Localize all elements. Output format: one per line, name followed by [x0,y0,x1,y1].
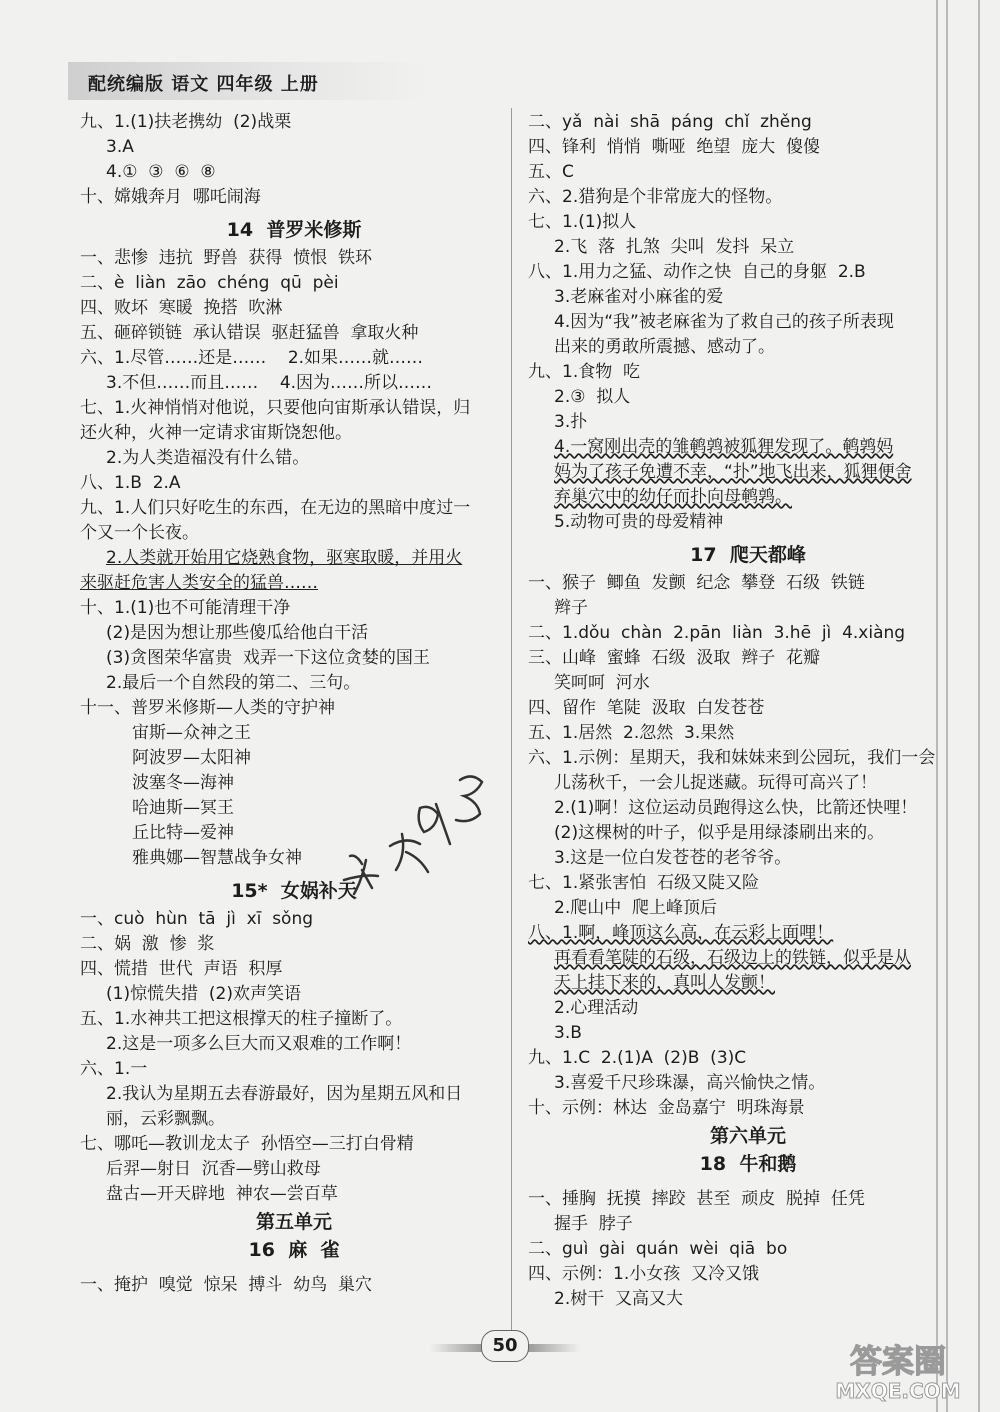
right-answer-line: 出来的勇敢所震撼、感动了。 [554,337,775,357]
right-answer-line: 六、2.猎狗是个非常庞大的怪物。 [528,187,783,207]
right-answer-line: 5.动物可贵的母爱精神 [554,512,724,532]
right-answer-line: 四、示例：1.小女孩 又冷又饿 [528,1264,760,1284]
left-answer-line: 九、1.人们只好吃生的东西，在无边的黑暗中度过一 [80,498,471,518]
left-answer-line: 五、1.水神共工把这根撑天的柱子撞断了。 [80,1009,403,1029]
left-answer-line: 五、砸碎锁链 承认错误 驱赶猛兽 拿取火种 [80,323,419,343]
right-answer-line: 2.飞 落 扎煞 尖叫 发抖 呆立 [554,237,795,257]
left-answer-line: 七、哪吒—教训龙太子 孙悟空—三打白骨精 [80,1134,414,1154]
left-answer-line: 2.我认为星期五去春游最好，因为星期五风和日 [106,1084,463,1104]
left-column [80,110,508,1298]
left-answer-line: 丽，云彩飘飘。 [106,1109,225,1129]
left-answer-line: 还火种，火神一定请求宙斯饶恕他。 [80,423,352,443]
left-answer-line: 3.A [106,137,134,157]
right-answer-line: 2.③ 拟人 [554,387,631,407]
left-answer-line: (3)贪图荣华富贵 戏弄一下这位贪婪的国王 [106,648,430,668]
left-answer-line: 2.最后一个自然段的第二、三句。 [106,673,361,693]
right-column [528,110,968,1312]
left-answer-line: 十、1.(1)也不可能清理干净 [80,598,291,618]
right-answer-line: 九、1.食物 吃 [528,362,641,382]
left-answer-line: 2.为人类造福没有什么错。 [106,448,310,468]
right-answer-line: 4.一窝刚出壳的雏鹌鹑被狐狸发现了。鹌鹑妈 [554,437,894,457]
left-answer-line: (2)是因为想让那些傻瓜给他白干活 [106,623,369,643]
right-answer-line: 17 爬天都峰 [690,544,806,566]
right-answer-line: 弃巢穴中的幼仔而扑向母鹌鹑。 [554,487,792,507]
left-answer-line: 14 普罗米修斯 [226,219,362,241]
right-answer-line: 握手 脖子 [554,1214,633,1234]
right-answer-line: 八、1.啊，峰顶这么高，在云彩上面哩！ [528,923,834,943]
right-answer-line: 3.老麻雀对小麻雀的爱 [554,287,724,307]
left-answer-line: 十、嫦娥奔月 哪吒闹海 [80,187,261,207]
header-banner [68,62,428,100]
page-edge-line [978,0,980,1412]
left-answer-line: 八、1.B 2.A [80,473,181,493]
right-answer-line: 一、捶胸 抚摸 摔跤 甚至 顽皮 脱掉 任凭 [528,1189,865,1209]
left-answer-line: 六、1.一 [80,1059,148,1079]
left-answer-line [80,1263,508,1273]
left-answer-line: 雅典娜—智慧战争女神 [132,848,302,868]
watermark-url: MXQE.COM [835,1379,961,1403]
right-answer-line: 四、锋利 悄悄 嘶哑 绝望 庞大 傻傻 [528,137,821,157]
right-answer-line: 二、guì gài quán wèi qiā bo [528,1239,788,1259]
left-answer-line: 四、败坏 寒暖 挽搭 吹淋 [80,298,283,318]
left-answer-line: 六、1.尽管……还是…… 2.如果……就…… [80,348,424,368]
right-answer-line: 2.(1)啊！这位运动员跑得这么快，比箭还快哩！ [554,798,918,818]
right-answer-line: 天上挂下来的，真叫人发颤！ [554,973,775,993]
left-answer-line: 丘比特—爱神 [132,823,234,843]
right-answer-line: 再看看笔陡的石级，石级边上的铁链，似乎是从 [554,948,911,968]
right-answer-line: 2.爬山中 爬上峰顶后 [554,898,718,918]
right-answer-line: 五、1.居然 2.忽然 3.果然 [528,723,735,743]
left-answer-line: 4.① ③ ⑥ ⑧ [106,162,216,182]
right-answer-line: 第六单元 [709,1125,786,1147]
right-answer-line: 3.B [554,1023,582,1043]
left-answer-line: 九、1.(1)扶老携幼 (2)战栗 [80,112,292,132]
left-answer-line: 第五单元 [255,1211,332,1233]
right-answer-line: 七、1.(1)拟人 [528,212,637,232]
right-answer-line: 七、1.紧张害怕 石级又陡又险 [528,873,760,893]
page-number: 50 [481,1330,528,1362]
left-answer-line: 个又一个长夜。 [80,523,199,543]
right-answer-line: 妈为了孩子免遭不幸，“扑”地飞出来，狐狸便舍 [554,462,912,482]
right-answer-line: 3.喜爱千尺珍珠瀑，高兴愉快之情。 [554,1073,826,1093]
right-answer-line: 3.扑 [554,412,588,432]
left-answer-line: 16 麻 雀 [248,1239,340,1261]
watermark-logo [808,1338,988,1404]
right-answer-line: 五、C [528,162,574,182]
right-answer-line: 三、山峰 蜜蜂 石级 汲取 辫子 花瓣 [528,648,821,668]
handwritten-scribble [310,760,510,900]
right-answer-line: 六、1.示例：星期天，我和妹妹来到公园玩，我们一会 [528,748,936,768]
left-answer-line: (1)惊慌失措 (2)欢声笑语 [106,984,301,1004]
right-answer-line: 3.这是一位白发苍苍的老爷爷。 [554,848,792,868]
page-number-badge [430,1330,580,1364]
right-answer-line: 18 牛和鹅 [699,1153,797,1175]
left-answer-line: 来驱赶危害人类安全的猛兽…… [80,573,318,593]
right-answer-line: 九、1.C 2.(1)A (2)B (3)C [528,1048,747,1068]
right-answer-line: 4.因为“我”被老麻雀为了救自己的孩子所表现 [554,312,894,332]
right-answer-line: 2.树干 又高又大 [554,1289,684,1309]
left-answer-line: 15* 女娲补天 [231,880,357,902]
left-answer-line: 宙斯—众神之王 [132,723,251,743]
right-answer-line: 笑呵呵 河水 [554,673,650,693]
left-answer-line: 一、掩护 嗅觉 惊呆 搏斗 幼鸟 巢穴 [80,1275,373,1295]
left-answer-line: 哈迪斯—冥王 [132,798,234,818]
right-answer-line: 儿荡秋千，一会儿捉迷藏。玩得可高兴了！ [554,773,877,793]
left-answer-line: 一、cuò hùn tā jì xī sǒng [80,909,314,929]
right-answer-line [528,1177,968,1187]
left-answer-line: 波塞冬—海神 [132,773,234,793]
left-answer-line: 2.人类就开始用它烧熟食物，驱寒取暖，并用火 [106,548,463,568]
left-answer-line: 阿波罗—太阳神 [132,748,251,768]
right-answer-line: 2.心理活动 [554,998,639,1018]
watermark-logo-text: 答案圈 [849,1342,947,1380]
right-answer-line: 八、1.用力之猛、动作之快 自己的身躯 2.B [528,262,866,282]
right-answer-line: 一、猴子 鲫鱼 发颤 纪念 攀登 石级 铁链 [528,573,865,593]
right-answer-line: 辫子 [554,598,588,618]
left-answer-line: 后羿—射日 沉香—劈山救母 [106,1159,321,1179]
header-title: 配统编版 语文 四年级 上册 [88,74,319,95]
left-answer-line: 四、慌措 世代 声语 积厚 [80,959,283,979]
left-answer-line: 盘古—开天辟地 神农—尝百草 [106,1184,338,1204]
left-answer-line: 一、悲惨 违抗 野兽 获得 愤恨 铁环 [80,248,373,268]
left-answer-line: 3.不但……而且…… 4.因为……所以…… [106,373,433,393]
left-answer-line: 二、è liàn zāo chéng qū pèi [80,273,339,293]
right-answer-line: 十、示例：林达 金岛嘉宁 明珠海景 [528,1098,805,1118]
left-answer-line: 二、娲 激 惨 浆 [80,934,215,954]
column-divider [511,108,512,1348]
right-answer-line: 二、yǎ nài shā páng chǐ zhěng [528,112,812,132]
left-answer-line: 十一、普罗米修斯—人类的守护神 [80,698,335,718]
left-answer-line: 2.这是一项多么巨大而又艰难的工作啊！ [106,1034,412,1054]
right-answer-line: 二、1.dǒu chàn 2.pān liàn 3.hē jì 4.xiàng [528,623,906,643]
left-answer-line: 七、1.火神悄悄对他说，只要他向宙斯承认错误，归 [80,398,471,418]
right-answer-line: 四、留作 笔陡 汲取 白发苍苍 [528,698,765,718]
right-answer-line: (2)这棵树的叶子，似乎是用绿漆刷出来的。 [554,823,885,843]
